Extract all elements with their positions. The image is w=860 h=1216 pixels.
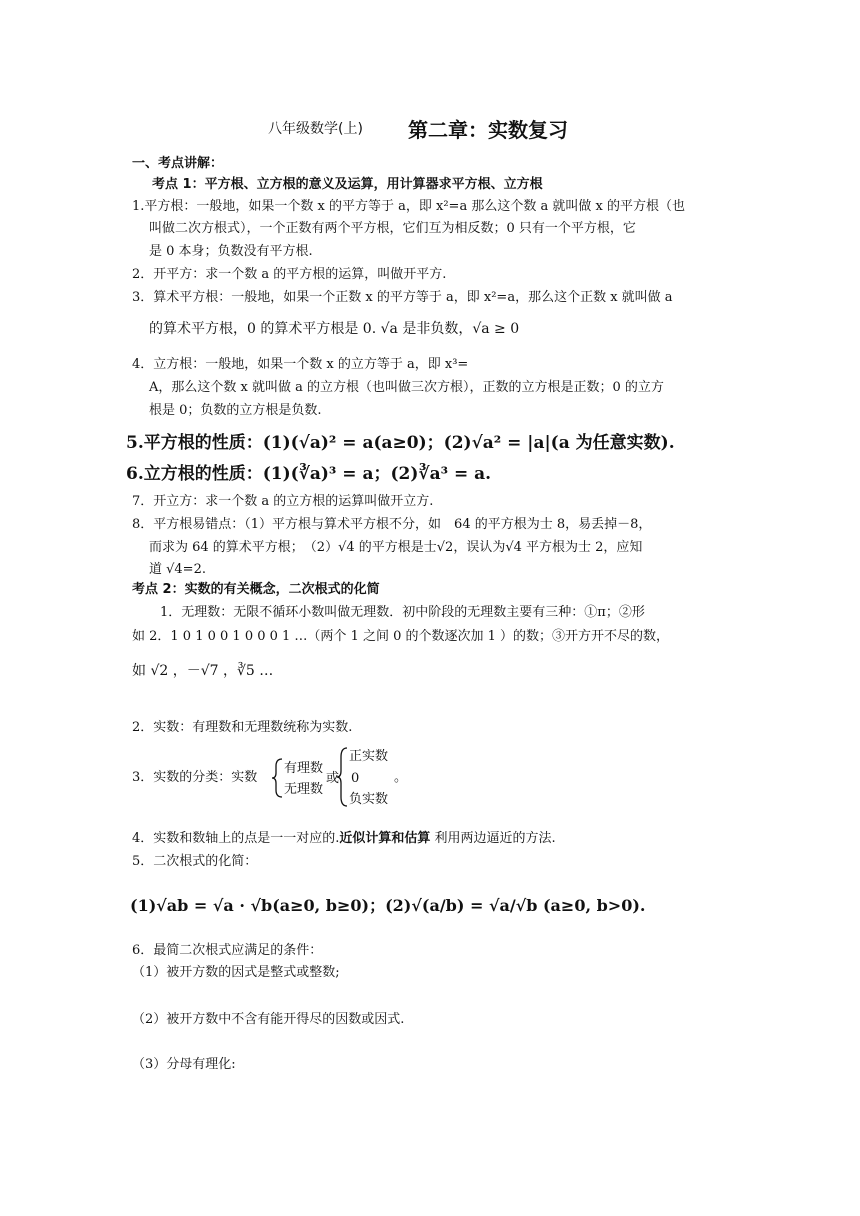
keypoint-1-title: 考点 1：平方根、立方根的意义及运算，用计算器求平方根、立方根 (152, 177, 543, 192)
numberline-text: 4．实数和数轴上的点是一一对应的. (132, 831, 340, 846)
item-8-line-3: 道 √4=2. (149, 562, 206, 577)
radical-simplification-heading: 5．二次根式的化简： (132, 854, 258, 869)
item-4-line-2: A，那么这个数 x 就叫做 a 的立方根（也叫做三次方根），正数的立方根是正数；0 的立方 (149, 380, 664, 395)
classification-rational: 有理数 (284, 761, 324, 776)
irrational-line-2: 如 2．1 0 1 0 0 1 0 0 0 1 …（两个 1 之间 0 的个数逐次加 1 ）的数；③开方开不尽的数， (132, 629, 670, 644)
item-1-line-2: 叫做二次方根式），一个正数有两个平方根，它们互为相反数；0 只有一个平方根，它 (149, 221, 636, 236)
item-5-sqrt-properties: 5.平方根的性质：(1)(√a)² = a(a≥0)；(2)√a² = |a|(a 为任意实数). (126, 433, 675, 453)
item-1-line-1: 1.平方根：一般地，如果一个数 x 的平方等于 a，即 x²=a 那么这个数 a 就叫做 x 的平方根（也 (132, 199, 685, 214)
item-1-line-3: 是 0 本身；负数没有平方根. (149, 244, 313, 259)
real-number-definition: 2．实数：有理数和无理数统称为实数. (132, 720, 353, 735)
section-heading: 一、考点讲解： (132, 156, 224, 171)
numberline-method: 利用两边逼近的方法. (430, 831, 556, 846)
item-4-line-1: 4．立方根：一般地，如果一个数 x 的立方等于 a，即 x³= (132, 357, 469, 372)
classification-or: 或 (326, 771, 340, 786)
item-3-line-2: 的算术平方根，0 的算术平方根是 0. √a 是非负数，√a ≥ 0 (149, 321, 520, 337)
item-4-line-3: 根是 0；负数的立方根是负数. (149, 403, 322, 418)
simplest-radical-heading: 6．最简二次根式应满足的条件： (132, 943, 323, 958)
left-brace-icon (337, 747, 349, 807)
classification-irrational: 无理数 (284, 782, 324, 797)
left-brace-icon (272, 758, 284, 798)
classification-prefix: 3．实数的分类：实数 (132, 770, 258, 785)
item-3-line-1: 3．算术平方根：一般地，如果一个正数 x 的平方等于 a，即 x²=a，那么这个正数 x 就叫做 a (132, 290, 673, 305)
irrational-line-1: 1．无理数：无限不循环小数叫做无理数．初中阶段的无理数主要有三种：①π；②形 (160, 605, 645, 620)
item-8-line-1: 8．平方根易错点：（1）平方根与算术平方根不分，如 64 的平方根为士 8，易丢掉－8， (132, 517, 652, 532)
approximation-highlight: 近似计算和估算 (339, 831, 431, 846)
keypoint-2-title: 考点 2：实数的有关概念，二次根式的化简 (132, 582, 380, 597)
numberline-sentence (132, 830, 556, 848)
item-6-cbrt-properties: 6.立方根的性质：(1)(∛a)³ = a；(2)∛a³ = a. (126, 464, 492, 484)
page-title: 第二章：实数复习 (408, 118, 568, 142)
classification-negative: 负实数 (349, 792, 389, 807)
item-8-line-2: 而求为 64 的算术平方根； （2）√4 的平方根是士√2，误认为√4 平方根为士 2，应知 (149, 540, 643, 555)
classification-zero: 0 (351, 771, 360, 786)
condition-3: （3）分母有理化: (132, 1057, 236, 1072)
classification-end: 。 (394, 770, 408, 785)
item-7: 7．开立方：求一个数 a 的立方根的运算叫做开立方. (132, 494, 434, 509)
radical-formula: (1)√ab = √a · √b(a≥0, b≥0)；(2)√(a/b) = √a/√b (a≥0, b>0). (130, 896, 646, 915)
irrational-line-3: 如 √2 ，－√7 ，∛5 … (132, 663, 274, 679)
item-2: 2．开平方：求一个数 a 的平方根的运算，叫做开平方. (132, 267, 447, 282)
classification-positive: 正实数 (349, 749, 389, 764)
condition-2: （2）被开方数中不含有能开得尽的因数或因式. (132, 1012, 405, 1027)
condition-1: （1）被开方数的因式是整式或整数; (132, 965, 340, 980)
header-subtitle: 八年级数学(上) (268, 121, 363, 137)
